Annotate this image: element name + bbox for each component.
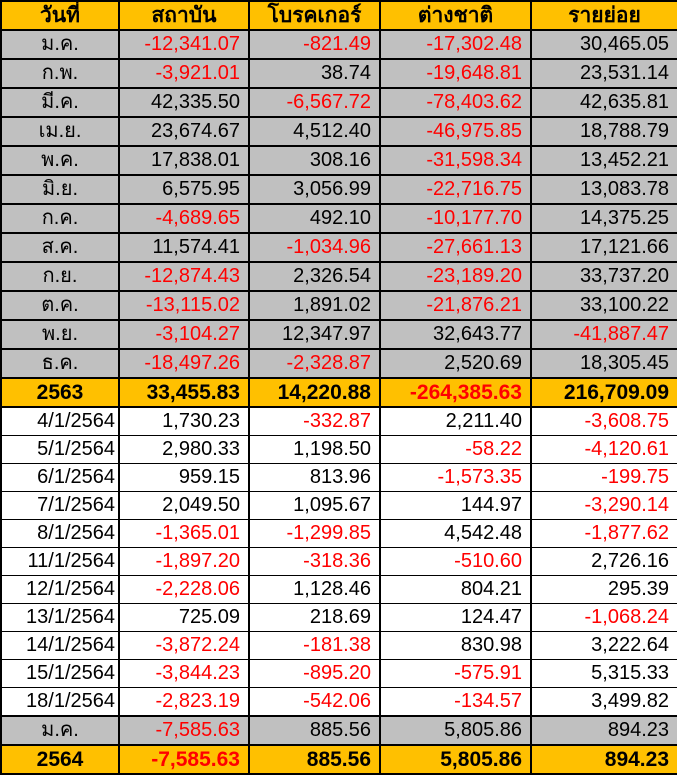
column-header-retail: รายย่อย: [531, 1, 677, 30]
date-cell: 7/1/2564: [1, 492, 119, 520]
value-cell: 218.69: [249, 604, 380, 632]
value-cell: -19,648.81: [380, 59, 531, 88]
date-cell: 13/1/2564: [1, 604, 119, 632]
table-row: [1, 349, 677, 378]
table-row: [1, 88, 677, 117]
value-cell: 11,574.41: [119, 233, 249, 262]
value-cell: 1,198.50: [249, 436, 380, 464]
value-cell: 959.15: [119, 464, 249, 492]
value-cell: -264,385.63: [380, 378, 531, 407]
date-cell: 12/1/2564: [1, 576, 119, 604]
value-cell: -12,341.07: [119, 30, 249, 59]
value-cell: 1,891.02: [249, 291, 380, 320]
date-cell: 2563: [1, 378, 119, 407]
value-cell: 2,049.50: [119, 492, 249, 520]
value-cell: 42,335.50: [119, 88, 249, 117]
value-cell: -895.20: [249, 660, 380, 688]
value-cell: 4,512.40: [249, 117, 380, 146]
value-cell: 1,730.23: [119, 407, 249, 436]
table-row: [1, 436, 677, 464]
table-row: [1, 660, 677, 688]
value-cell: 3,499.82: [531, 688, 677, 717]
value-cell: -3,608.75: [531, 407, 677, 436]
value-cell: 23,674.67: [119, 117, 249, 146]
value-cell: 5,805.86: [380, 745, 531, 774]
value-cell: 813.96: [249, 464, 380, 492]
table-row: [1, 548, 677, 576]
value-cell: -78,403.62: [380, 88, 531, 117]
table-row: [1, 378, 677, 407]
value-cell: -542.06: [249, 688, 380, 717]
value-cell: -318.36: [249, 548, 380, 576]
value-cell: 12,347.97: [249, 320, 380, 349]
value-cell: -18,497.26: [119, 349, 249, 378]
value-cell: -7,585.63: [119, 716, 249, 745]
value-cell: 124.47: [380, 604, 531, 632]
value-cell: -1,897.20: [119, 548, 249, 576]
date-cell: ก.พ.: [1, 59, 119, 88]
date-cell: 8/1/2564: [1, 520, 119, 548]
value-cell: -27,661.13: [380, 233, 531, 262]
table-row: [1, 59, 677, 88]
value-cell: -2,328.87: [249, 349, 380, 378]
value-cell: -12,874.43: [119, 262, 249, 291]
value-cell: -6,567.72: [249, 88, 380, 117]
table-row: [1, 688, 677, 717]
value-cell: -41,887.47: [531, 320, 677, 349]
date-cell: ม.ค.: [1, 30, 119, 59]
value-cell: 308.16: [249, 146, 380, 175]
value-cell: -181.38: [249, 632, 380, 660]
table-row: [1, 745, 677, 774]
table-row: [1, 204, 677, 233]
date-cell: 6/1/2564: [1, 464, 119, 492]
value-cell: -46,975.85: [380, 117, 531, 146]
date-cell: มี.ค.: [1, 88, 119, 117]
table-row: [1, 146, 677, 175]
table-row: [1, 492, 677, 520]
value-cell: 2,980.33: [119, 436, 249, 464]
date-cell: พ.ย.: [1, 320, 119, 349]
date-cell: ธ.ค.: [1, 349, 119, 378]
value-cell: 13,452.21: [531, 146, 677, 175]
value-cell: 3,056.99: [249, 175, 380, 204]
value-cell: 2,326.54: [249, 262, 380, 291]
date-cell: 11/1/2564: [1, 548, 119, 576]
value-cell: 144.97: [380, 492, 531, 520]
table-row: [1, 576, 677, 604]
value-cell: 18,788.79: [531, 117, 677, 146]
date-cell: เม.ย.: [1, 117, 119, 146]
value-cell: -1,299.85: [249, 520, 380, 548]
value-cell: -199.75: [531, 464, 677, 492]
value-cell: 6,575.95: [119, 175, 249, 204]
value-cell: 894.23: [531, 745, 677, 774]
value-cell: 885.56: [249, 716, 380, 745]
value-cell: 894.23: [531, 716, 677, 745]
date-cell: 15/1/2564: [1, 660, 119, 688]
date-cell: พ.ค.: [1, 146, 119, 175]
value-cell: 38.74: [249, 59, 380, 88]
value-cell: 295.39: [531, 576, 677, 604]
value-cell: -31,598.34: [380, 146, 531, 175]
column-header-broker: โบรคเกอร์: [249, 1, 380, 30]
value-cell: 14,375.25: [531, 204, 677, 233]
value-cell: -1,034.96: [249, 233, 380, 262]
value-cell: -10,177.70: [380, 204, 531, 233]
date-cell: 18/1/2564: [1, 688, 119, 717]
value-cell: -1,877.62: [531, 520, 677, 548]
table-body: [1, 30, 677, 774]
table-row: [1, 632, 677, 660]
date-cell: ก.ค.: [1, 204, 119, 233]
value-cell: 13,083.78: [531, 175, 677, 204]
table-row: [1, 30, 677, 59]
value-cell: 2,211.40: [380, 407, 531, 436]
value-cell: 2,520.69: [380, 349, 531, 378]
table-row: [1, 407, 677, 436]
table-row: [1, 175, 677, 204]
table-row: [1, 291, 677, 320]
value-cell: -3,872.24: [119, 632, 249, 660]
value-cell: 18,305.45: [531, 349, 677, 378]
value-cell: -3,290.14: [531, 492, 677, 520]
table-row: [1, 233, 677, 262]
value-cell: -575.91: [380, 660, 531, 688]
value-cell: 216,709.09: [531, 378, 677, 407]
value-cell: 32,643.77: [380, 320, 531, 349]
column-header-foreign: ต่างชาติ: [380, 1, 531, 30]
value-cell: 30,465.05: [531, 30, 677, 59]
date-cell: 14/1/2564: [1, 632, 119, 660]
value-cell: -2,823.19: [119, 688, 249, 717]
date-cell: ม.ค.: [1, 716, 119, 745]
table-row: [1, 716, 677, 745]
value-cell: -332.87: [249, 407, 380, 436]
value-cell: 885.56: [249, 745, 380, 774]
value-cell: 17,121.66: [531, 233, 677, 262]
value-cell: -3,844.23: [119, 660, 249, 688]
value-cell: -58.22: [380, 436, 531, 464]
value-cell: -2,228.06: [119, 576, 249, 604]
value-cell: 42,635.81: [531, 88, 677, 117]
value-cell: -510.60: [380, 548, 531, 576]
value-cell: 33,455.83: [119, 378, 249, 407]
value-cell: -4,120.61: [531, 436, 677, 464]
table-row: [1, 604, 677, 632]
value-cell: -1,365.01: [119, 520, 249, 548]
value-cell: 33,737.20: [531, 262, 677, 291]
value-cell: 2,726.16: [531, 548, 677, 576]
value-cell: 1,128.46: [249, 576, 380, 604]
table-row: [1, 262, 677, 291]
value-cell: -22,716.75: [380, 175, 531, 204]
value-cell: 1,095.67: [249, 492, 380, 520]
value-cell: -21,876.21: [380, 291, 531, 320]
value-cell: 804.21: [380, 576, 531, 604]
date-cell: มิ.ย.: [1, 175, 119, 204]
value-cell: 492.10: [249, 204, 380, 233]
value-cell: -1,573.35: [380, 464, 531, 492]
date-cell: 4/1/2564: [1, 407, 119, 436]
value-cell: -821.49: [249, 30, 380, 59]
value-cell: -1,068.24: [531, 604, 677, 632]
date-cell: 2564: [1, 745, 119, 774]
header-row: [1, 1, 677, 30]
value-cell: 17,838.01: [119, 146, 249, 175]
value-cell: 4,542.48: [380, 520, 531, 548]
date-cell: ส.ค.: [1, 233, 119, 262]
value-cell: -134.57: [380, 688, 531, 717]
value-cell: -7,585.63: [119, 745, 249, 774]
value-cell: -3,921.01: [119, 59, 249, 88]
value-cell: -13,115.02: [119, 291, 249, 320]
table-row: [1, 464, 677, 492]
column-header-institution: สถาบัน: [119, 1, 249, 30]
value-cell: 5,315.33: [531, 660, 677, 688]
value-cell: 14,220.88: [249, 378, 380, 407]
table-row: [1, 520, 677, 548]
value-cell: 5,805.86: [380, 716, 531, 745]
value-cell: -17,302.48: [380, 30, 531, 59]
date-cell: ต.ค.: [1, 291, 119, 320]
value-cell: 725.09: [119, 604, 249, 632]
value-cell: 33,100.22: [531, 291, 677, 320]
value-cell: -4,689.65: [119, 204, 249, 233]
column-header-date: วันที่: [1, 1, 119, 30]
value-cell: 23,531.14: [531, 59, 677, 88]
value-cell: -3,104.27: [119, 320, 249, 349]
value-cell: -23,189.20: [380, 262, 531, 291]
table-row: [1, 117, 677, 146]
date-cell: 5/1/2564: [1, 436, 119, 464]
value-cell: 3,222.64: [531, 632, 677, 660]
table-row: [1, 320, 677, 349]
date-cell: ก.ย.: [1, 262, 119, 291]
value-cell: 830.98: [380, 632, 531, 660]
